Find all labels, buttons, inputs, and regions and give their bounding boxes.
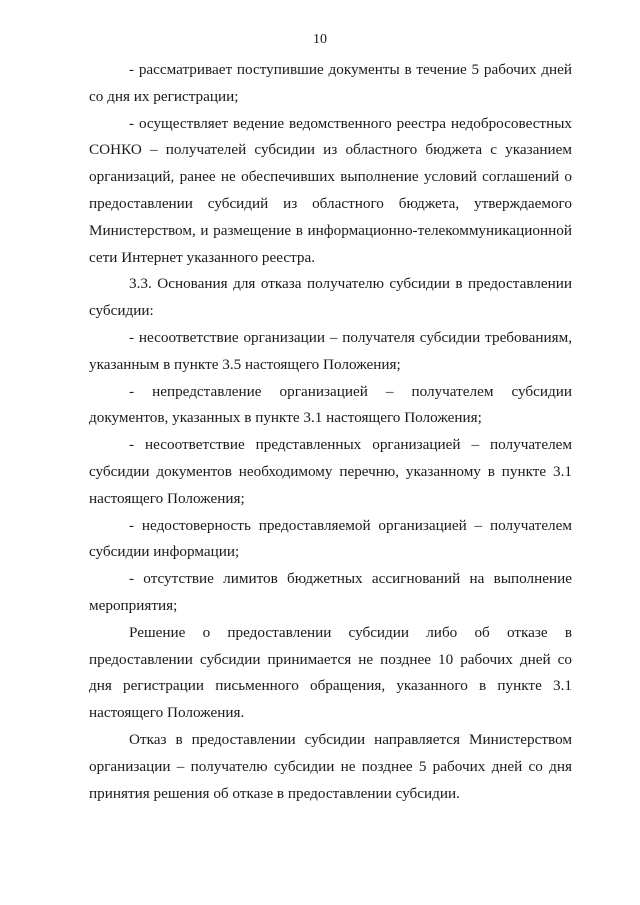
document-body — [89, 57, 572, 807]
paragraph-decision-deadline: Решение о предоставлении субсидии либо об отказе в предоставлении субсидии принимается не позднее 10 рабочих дней со дня регистрации письменного обращения, указанного в пункте 3.1 настоящего Положения. — [89, 623, 572, 722]
paragraph-refusal-notice: Отказ в предоставлении субсидии направляется Министерством организации – получателю субсидии не позднее 5 рабочих дней со дня принятия решения об отказе в предоставлении субсидии. — [89, 730, 572, 802]
paragraph-ground-incomplete-list: - несоответствие представленных организацией – получателем субсидии документов необходимому перечню, указанному в пункте 3.1 настоящего Положения; — [89, 436, 572, 507]
paragraph-ground-false-information: - недостоверность предоставляемой организацией – получателем субсидии информации; — [89, 516, 572, 561]
paragraph-registry: - осуществляет ведение ведомственного реестра недобросовестных СОНКО – получателей субсидии из областного бюджета с указанием организаций, ранее не обеспечивших выполнение условий соглашений о предоставлении субсидий из областного бюджета, утверждаемого Министерством, и размещение в информационно-телекоммуникационной сети Интернет указанного реестра. — [89, 114, 572, 266]
paragraph-ground-non-submission: - непредставление организацией – получателем субсидии документов, указанных в пункте 3.1 настоящего Положения; — [89, 382, 572, 427]
paragraph-ground-no-budget-limits: - отсутствие лимитов бюджетных ассигнований на выполнение мероприятия; — [89, 570, 572, 614]
paragraph-refusal-grounds-heading: 3.3. Основания для отказа получателю субсидии в предоставлении субсидии: — [89, 275, 572, 320]
paragraph-review-documents: - рассматривает поступившие документы в течение 5 рабочих дней со дня их регистрации; — [89, 61, 572, 105]
page-number: 10 — [313, 32, 327, 47]
paragraph-ground-requirements: - несоответствие организации – получателя субсидии требованиям, указанным в пункте 3.5 настоящего Положения; — [89, 328, 572, 373]
